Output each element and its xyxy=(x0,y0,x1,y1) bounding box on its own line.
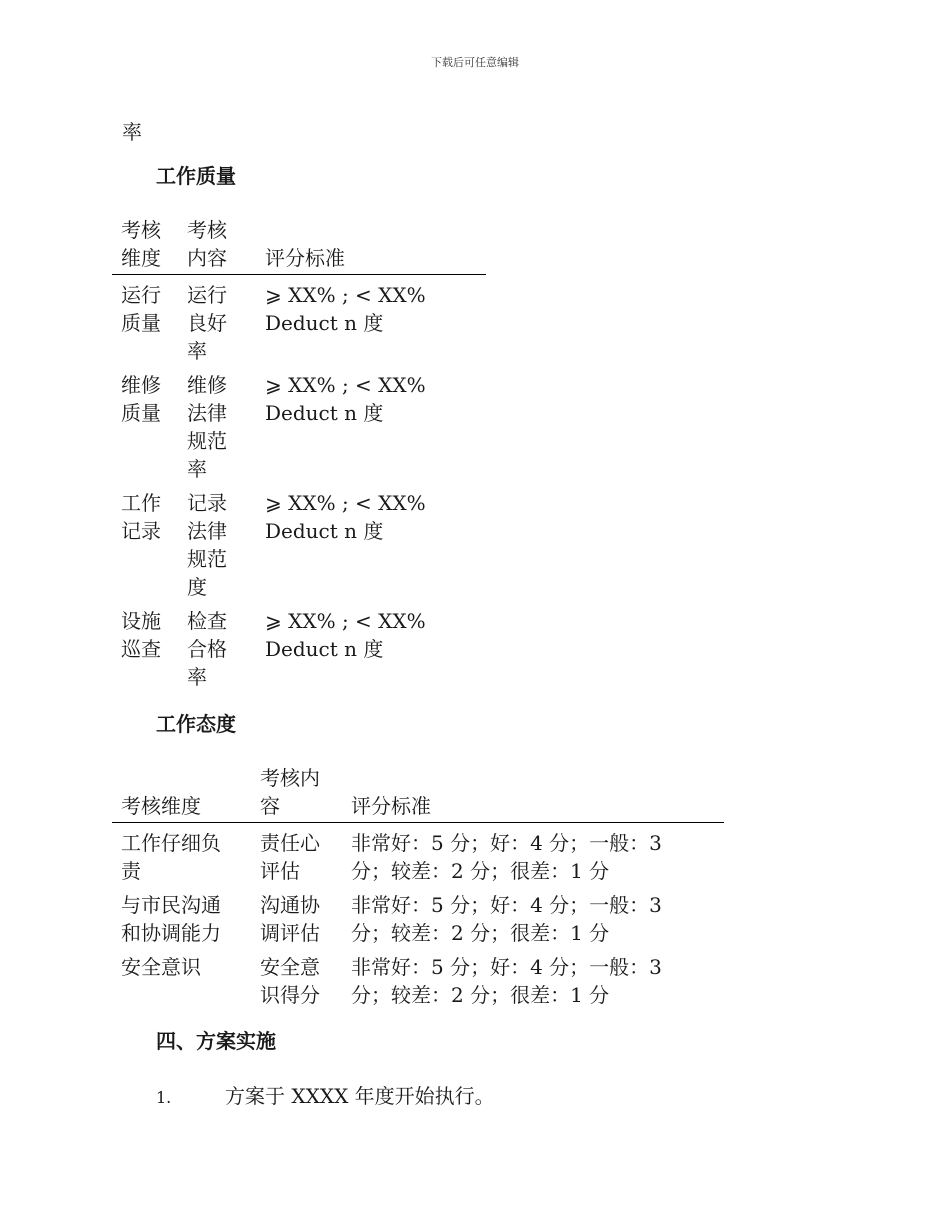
cell-content: 安全意识得分 xyxy=(260,955,320,1007)
column-header-dimension: 考核维度 xyxy=(121,794,201,818)
column-header-content: 考核内容 xyxy=(260,766,320,818)
list-item-text: 方案于 XXXX 年度开始执行。 xyxy=(225,1084,495,1108)
section-heading-implementation: 四、方案实施 xyxy=(156,1029,276,1053)
cell-content: 维修法律规范率 xyxy=(187,373,227,481)
column-header-dimension: 考核维度 xyxy=(121,218,161,270)
table-header-row xyxy=(112,216,486,275)
cell-content: 检查合格率 xyxy=(187,609,227,689)
cell-criteria-threshold: ⩾ XX% ; < XX% xyxy=(265,373,426,397)
table-row xyxy=(112,489,486,607)
cell-dimension: 维修质量 xyxy=(121,373,161,425)
table-row xyxy=(112,607,486,697)
cell-content: 沟通协调评估 xyxy=(260,893,320,945)
cell-content: 记录法律规范度 xyxy=(187,491,227,599)
work-quality-table xyxy=(112,216,486,697)
cell-criteria: 非常好：5 分；好：4 分；一般：3 分；较差：2 分；很差：1 分 xyxy=(351,893,662,945)
column-header-criteria: 评分标准 xyxy=(265,246,345,270)
cell-dimension: 设施巡查 xyxy=(121,609,161,661)
cell-criteria-threshold: ⩾ XX% ; < XX% xyxy=(265,491,426,515)
cell-dimension: 运行质量 xyxy=(121,283,161,335)
table-header-row xyxy=(112,764,724,823)
cell-dimension: 安全意识 xyxy=(121,955,201,979)
work-attitude-table xyxy=(112,764,724,1015)
page-header-note: 下载后可任意编辑 xyxy=(431,56,519,69)
cell-criteria-deduction: Deduct n 度 xyxy=(265,311,384,335)
list-item-number: 1. xyxy=(156,1088,172,1107)
column-header-criteria: 评分标准 xyxy=(351,794,431,818)
cell-criteria-deduction: Deduct n 度 xyxy=(265,637,384,661)
list-item xyxy=(156,1080,495,1109)
column-header-content: 考核内容 xyxy=(187,218,227,270)
cell-criteria-threshold: ⩾ XX% ; < XX% xyxy=(265,283,426,307)
cell-content: 责任心评估 xyxy=(260,831,320,883)
cell-content: 运行良好率 xyxy=(187,283,227,363)
cell-criteria: 非常好：5 分；好：4 分；一般：3 分；较差：2 分；很差：1 分 xyxy=(351,831,662,883)
cell-criteria-deduction: Deduct n 度 xyxy=(265,401,384,425)
table-row xyxy=(112,953,724,1015)
table-row xyxy=(112,823,724,892)
cell-criteria-threshold: ⩾ XX% ; < XX% xyxy=(265,609,426,633)
cell-dimension: 工作仔细负责 xyxy=(121,831,221,883)
table-row xyxy=(112,891,724,953)
section-heading-work-attitude: 工作态度 xyxy=(156,712,236,736)
section-heading-work-quality: 工作质量 xyxy=(156,164,236,188)
table-row xyxy=(112,275,486,372)
cell-dimension: 工作记录 xyxy=(121,491,161,543)
cell-criteria: 非常好：5 分；好：4 分；一般：3 分；较差：2 分；很差：1 分 xyxy=(351,955,662,1007)
cell-dimension: 与市民沟通和协调能力 xyxy=(121,893,221,945)
continued-text: 率 xyxy=(122,120,142,144)
cell-criteria-deduction: Deduct n 度 xyxy=(265,519,384,543)
table-row xyxy=(112,371,486,489)
